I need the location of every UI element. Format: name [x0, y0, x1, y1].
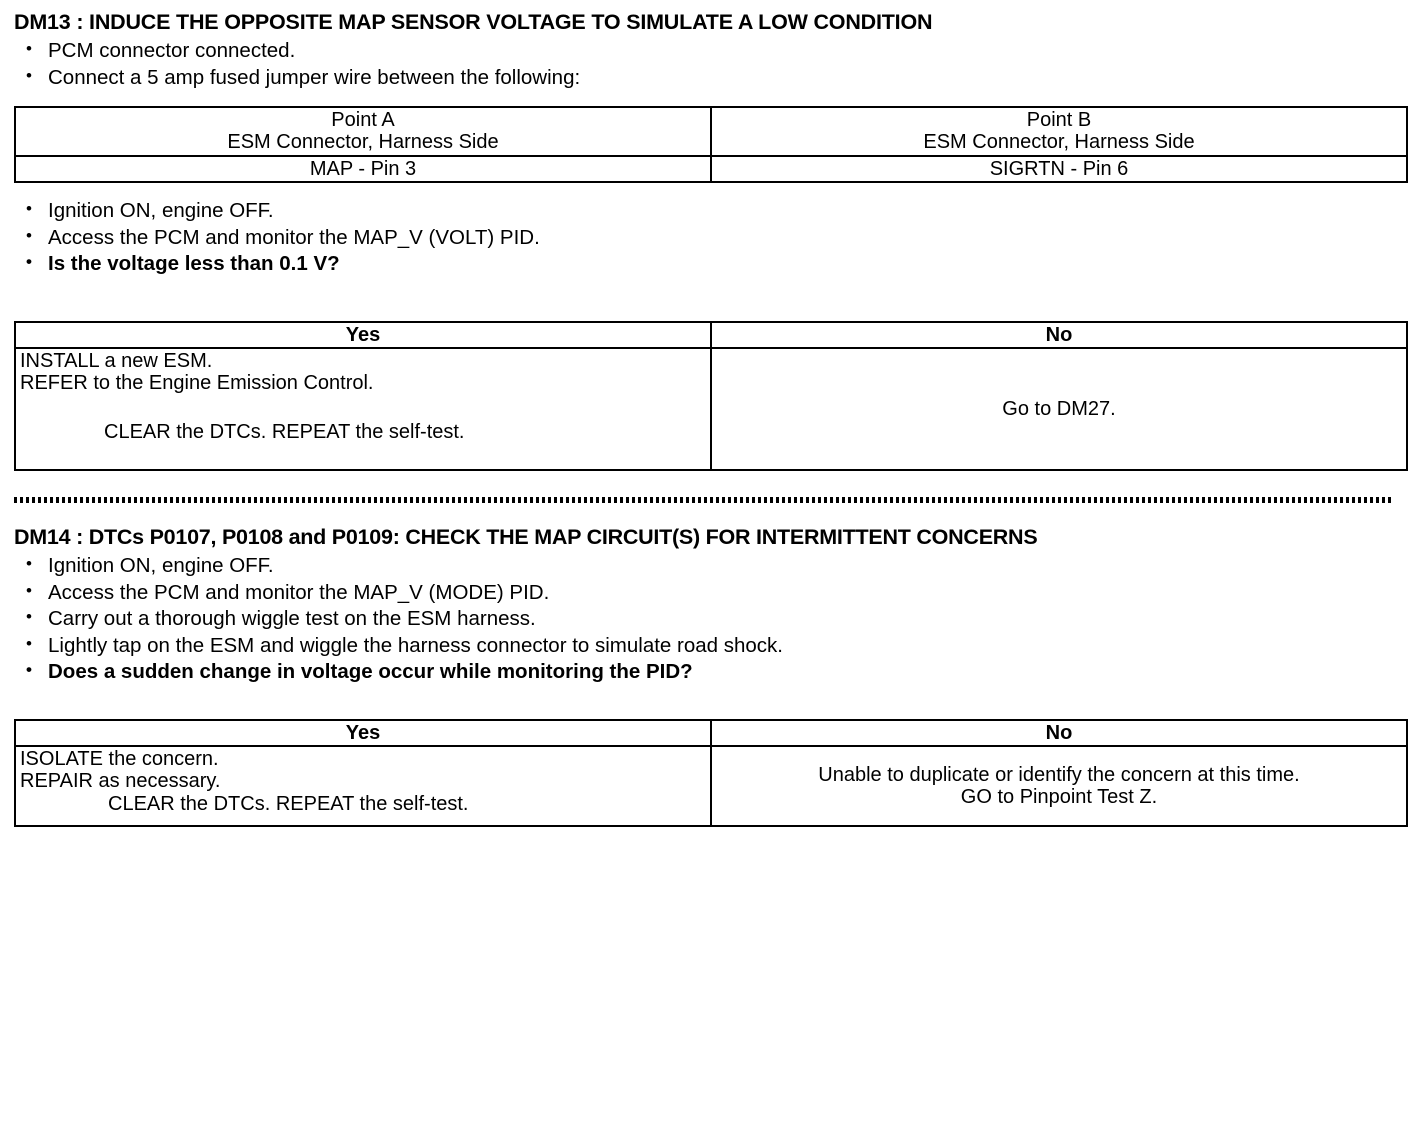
no-answer-cell: Go to DM27.: [711, 348, 1407, 470]
yes-line-1: INSTALL a new ESM.: [20, 350, 213, 373]
yes-line-1: ISOLATE the concern.: [20, 747, 219, 770]
dm13-top-bullet-list: [14, 41, 1394, 88]
point-a-subtitle: ESM Connector, Harness Side: [227, 131, 499, 154]
point-a-title: Point A: [331, 109, 395, 131]
list-item: • Lightly tap on the ESM and wiggle the harness connector to simulate road shock.: [14, 636, 1394, 657]
list-item: • PCM connector connected.: [14, 41, 1394, 62]
dm14-answer-table: [14, 719, 1408, 827]
list-item-question: • Is the voltage less than 0.1 V?: [14, 254, 1394, 275]
list-item: • Connect a 5 amp fused jumper wire between the following:: [14, 68, 1394, 89]
list-item: • Ignition ON, engine OFF.: [14, 201, 1394, 222]
table-row: [15, 156, 1407, 182]
point-b-header-cell: [711, 107, 1407, 156]
table-row: [15, 746, 1407, 826]
yes-header: Yes: [15, 720, 711, 746]
table-row: [15, 720, 1407, 746]
no-header: No: [711, 322, 1407, 348]
yes-line-3: CLEAR the DTCs. REPEAT the self-test.: [108, 792, 469, 815]
no-answer-cell: [711, 746, 1407, 826]
yes-answer-cell: [15, 348, 711, 470]
list-item: • Access the PCM and monitor the MAP_V (VOLT) PID.: [14, 228, 1394, 249]
point-b-value-cell: SIGRTN - Pin 6: [711, 156, 1407, 182]
section-dm13: [14, 10, 1394, 471]
point-a-header-cell: [15, 107, 711, 156]
point-b-title: Point B: [1026, 109, 1092, 131]
no-line-2: GO to Pinpoint Test Z.: [960, 785, 1158, 808]
table-row: [15, 348, 1407, 470]
page-title: DM13 : INDUCE THE OPPOSITE MAP SENSOR VOLTAGE TO SIMULATE A LOW CONDITION: [14, 10, 933, 34]
yes-answer-cell: [15, 746, 711, 826]
list-item: • Ignition ON, engine OFF.: [14, 556, 1394, 577]
no-line-1: Unable to duplicate or identify the concern at this time.: [818, 763, 1300, 786]
point-a-value-cell: MAP - Pin 3: [15, 156, 711, 182]
list-item-question: • Does a sudden change in voltage occur while monitoring the PID?: [14, 662, 1394, 683]
dm13-bottom-bullet-list: [14, 201, 1394, 275]
dm14-bullet-list: [14, 556, 1394, 683]
no-header: No: [711, 720, 1407, 746]
yes-line-2: REPAIR as necessary.: [20, 770, 221, 793]
section-divider: [14, 497, 1394, 503]
list-item: • Access the PCM and monitor the MAP_V (MODE) PID.: [14, 583, 1394, 604]
table-row: [15, 322, 1407, 348]
dm13-answer-table: [14, 321, 1408, 471]
point-connection-table: [14, 106, 1408, 183]
yes-line-3: CLEAR the DTCs. REPEAT the self-test.: [104, 420, 465, 443]
point-b-subtitle: ESM Connector, Harness Side: [923, 131, 1195, 154]
list-item: • Carry out a thorough wiggle test on the ESM harness.: [14, 609, 1394, 630]
yes-header: Yes: [15, 322, 711, 348]
section-title-dm14: DM14 : DTCs P0107, P0108 and P0109: CHECK THE MAP CIRCUIT(S) FOR INTERMITTENT CONCERNS: [14, 525, 1038, 550]
table-row: [15, 107, 1407, 156]
yes-line-2: REFER to the Engine Emission Control.: [20, 372, 374, 395]
section-dm14: [14, 525, 1394, 827]
